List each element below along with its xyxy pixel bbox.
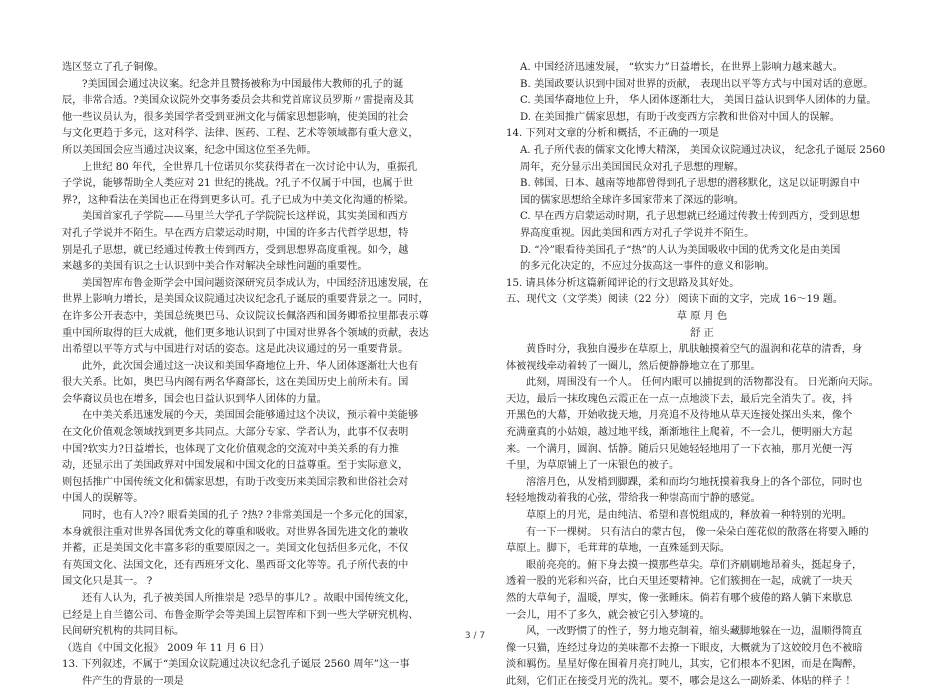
left-column bbox=[62, 60, 452, 691]
question-line: 15. 请具体分析这篇新闻评论的行文思路及其好处。 bbox=[506, 277, 740, 289]
right-column bbox=[506, 60, 898, 691]
text-line: 界?，这种看法在美国也正在得到更多认可。孔子已成为中美文化沟通的桥梁。 bbox=[62, 194, 414, 206]
text-line: D. 在美国推广儒家思想，有助于改变西方宗教和世俗对中国人的误解。 bbox=[520, 111, 840, 123]
text-line: 透着一股的光彩和兴奋，比白天里还要精神。它们簇拥在一起，成就了一块天 bbox=[506, 576, 853, 588]
text-line: 轻轻地拨动着我的心弦，带给我一种崇高而宁静的感觉。 bbox=[506, 493, 761, 505]
text-line: 辰，非常合适。?美国众议院外交事务委员会共和党首席议员罗斯〃雷提南及其 bbox=[62, 95, 414, 107]
text-line: 开黑色的大幕，开始收拢天地，月亮追不及待地从草天连接处探出头来，像个 bbox=[506, 410, 853, 422]
text-line: 所以美国国会应当通过决议案，纪念中国这位至圣先师。 bbox=[62, 144, 317, 156]
text-line: 上世纪 80 年代，全世界几十位诺贝尔奖获得者在一次讨论中认为，重振孔 bbox=[82, 161, 418, 173]
text-line: 世界上影响力增长，是美国众议院通过决议纪念孔子诞辰的重要背景之一。同时， bbox=[62, 294, 429, 306]
text-line: 此外，此次国会通过这一决议和美国华裔地位上升、华人团体逐渐壮大也有 bbox=[82, 360, 419, 372]
text-line: 充满童真的小姑娘，越过地平线，渐渐地往上爬着，不一会儿，便明丽大方起 bbox=[506, 427, 853, 439]
text-line: 中国人的误解等。 bbox=[62, 493, 144, 505]
text-line: 本身就很注重对世界各国优秀文化的尊重和吸收。对世界各国先进文化的兼收 bbox=[62, 526, 409, 538]
text-line: 出希望以平等方式与中国进行对话的姿态。这是此决议通过的另一重要背景。 bbox=[62, 344, 409, 356]
text-line: 同时，也有人?冷? 眼看美国的孔子 ?热? ?非常美国是一个多元化的国家， bbox=[82, 510, 415, 522]
text-line: 选区竖立了孔子铜像。 bbox=[62, 62, 164, 73]
text-line: 草 原 月 色 bbox=[676, 310, 728, 322]
text-line: 美国首家孔子学院——马里兰大学孔子学院院长这样说，其实美国和西方 bbox=[82, 211, 408, 223]
text-line: 美国智库布鲁金斯学会中国问题资深研究员李成认为，中国经济迅速发展，在 bbox=[82, 277, 429, 289]
text-line: 中国?软实力?日益增长，也体现了文化价值观念的交流对中美关系的有力推 bbox=[62, 443, 399, 455]
text-line: 千里，为草原铺上了一床银色的被子。 bbox=[506, 460, 680, 472]
text-line: 黄昏时分，我独自漫步在草原上，肌肤触摸着空气的温润和花草的清香，身 bbox=[526, 344, 863, 356]
text-line: 有英国文化、法国文化，还有西班牙文化、墨西哥文化等等。孔子所代表的中 bbox=[62, 559, 409, 571]
text-line: 国文化只是其一。 ? bbox=[62, 576, 153, 588]
text-line: 溶溶月色，从发梢到脚踝，柔和而均匀地抚摸着我身上的各个部位，同时也 bbox=[526, 476, 863, 488]
text-line: （选自《中国文化报》 2009 年 11 月 6 日） bbox=[62, 642, 270, 654]
text-line: 然的大草甸子，温暖，厚实，像一张睡床。倘若有哪个疲倦的路人躺下来歇息 bbox=[506, 593, 853, 604]
text-line: 草原上的月光，是由纯洁、希望和喜悦组成的，释放着一种特别的光明。 bbox=[526, 510, 852, 522]
text-line: 会华裔议员也在增多，国会也日益认识到华人团体的力量。 bbox=[62, 393, 327, 405]
text-line: D. “冷”眼看待美国孔子“热”的人认为美国吸收中国的优秀文化是由美国 bbox=[520, 244, 841, 256]
text-line: 他一些议员认为，很多美国学者受到亚洲文化与儒家思想影响，使美国的社会 bbox=[62, 111, 409, 123]
text-line: 在中美关系迅速发展的今天，美国国会能够通过这个决议，预示着中美能够 bbox=[82, 410, 419, 422]
question-line: 13. 下列叙述，不属于“美国众议院通过决议纪念孔子诞辰 2560 周年”这一事 bbox=[62, 659, 410, 671]
text-line: B. 美国政要认识到中国对世界的贡献， 表现出以平等方式与中国对话的意愿。 bbox=[520, 78, 874, 90]
text-line: 对孔子学说并不陌生。早在西方启蒙运动时期，中国的许多古代哲学思想，特 bbox=[62, 227, 409, 239]
text-line: 体被视线牵动着转了一圈儿，然后便静静地立在了那里。 bbox=[506, 360, 761, 372]
text-line: A. 孔子所代表的儒家文化博大精深， 美国众议院通过决议， 纪念孔子诞辰 2560 bbox=[520, 144, 886, 156]
text-line: 已经是上自兰德公司、布鲁金斯学会等美国上层智库和下到一些大学研究机构、 bbox=[62, 609, 419, 621]
text-line: 子学说，能够帮助全人类应对 21 世纪的挑战。?孔子不仅属于中国，也属于世 bbox=[62, 178, 413, 190]
text-line: 来。一个满月，圆润、恬静。随后只见她轻轻地用了一下衣袖，那月光便一泻 bbox=[506, 443, 853, 455]
text-line: 在文化价值观念领域找到更多共同点。大部分专家、学者认为，此事不仅表明 bbox=[62, 427, 409, 439]
text-line: 还有人认为，孔子被美国人所推崇是 ?恐旱的事儿? 。故眼中国传统文化， bbox=[82, 593, 416, 604]
text-line: 眼前亮亮的。俯下身去摸一摸那些草尖。草们齐刷刷地昂着头，挺起身子， bbox=[526, 559, 863, 571]
text-line: 重中国所取得的巨大成就，他们更多地认识到了中国对世界各个领域的贡献，表达 bbox=[62, 327, 429, 339]
page-number: 3 / 7 bbox=[464, 631, 486, 641]
text-line: 此刻，周围没有一个人。 任何内眼可以捕捉到的活物都没有。 日光渐向天际。 bbox=[526, 377, 879, 389]
question-line: 14. 下列对文章的分析和概括，不正确的一项是 bbox=[506, 128, 720, 140]
text-line: 很大关系。比如，奥巴马内阁有两名华裔部长，这在美国历史上前所未有。国 bbox=[62, 377, 409, 389]
text-line: 的多元化决定的，不应过分拔高这一事件的意义和影响。 bbox=[520, 261, 775, 273]
text-line: A. 中国经济迅速发展， “软实力”日益增长，在世界上影响力越来越大。 bbox=[520, 62, 843, 73]
text-line: 草原上。脚下，毛茸茸的草地，一直殊延到天际。 bbox=[506, 543, 731, 555]
text-line: 一会儿，用不了多久，就会被它引入梦境的。 bbox=[506, 609, 710, 621]
text-line: 风，一改野惯了的性子，努力地克制着，缩头藏脚地躲在一边，温顺得简直 bbox=[526, 626, 863, 638]
text-line: 五、现代文（文学类）阅读（22 分） 阅读下面的文字，完成 16～19 题。 bbox=[506, 294, 844, 306]
text-line: 则包括推广中国传统文化和儒家思想，有助于改变历来美国宗教和世俗社会对 bbox=[62, 476, 409, 488]
text-line: 并蓄，正是美国文化丰富多彩的重要原因之一。美国文化包括但多元化，不仅 bbox=[62, 543, 409, 555]
text-line: 别是孔子思想，就已经通过传教士传到西方，受到思想界高度重视。如今，越 bbox=[62, 244, 409, 256]
text-line: 动，还显示出了美国政界对中国发展和中国文化的日益尊重。至于实际意义， bbox=[62, 460, 409, 472]
text-line: 民间研究机构的共同目标。 bbox=[62, 626, 185, 638]
text-line: C. 早在西方启蒙运动时期，孔子思想就已经通过传教士传到西方，受到思想 bbox=[520, 211, 860, 223]
text-line: 像一只猫，连经过身边的美味都不去撩一下眼皮，大概就为了这姣皎月色不被暗 bbox=[506, 642, 863, 654]
text-line: 国的儒家思想给全球许多国家带来了深远的影响。 bbox=[520, 194, 745, 206]
text-line: 舒 正 bbox=[690, 327, 714, 339]
text-line: 来越多的美国有识之士认识到中美合作对解决全球性问题的重要性。 bbox=[62, 261, 368, 273]
text-line: 件产生的背景的一项是 bbox=[82, 675, 184, 687]
text-line: B. 韩国、日本、越南等地都曾得到孔子思想的潜移默化，这足以证明源自中 bbox=[520, 178, 860, 190]
text-line: 天边，最后一抹玫瑰色云霞正在一点一点地淡下去，最后完全消失了。夜，抖 bbox=[506, 393, 853, 405]
text-line: 与文化更趋于多元，这对科学、法律、医药、工程、艺术等领域都有重大意义， bbox=[62, 128, 419, 140]
text-line: 界高度重视。因此美国和西方对孔子学说并不陌生。 bbox=[520, 227, 755, 239]
text-line: 在许多公开表态中，美国总统奥巴马、众议院议长佩洛西和国务卿希拉里都表示尊 bbox=[62, 310, 429, 322]
text-line: 此刻，它们正在接受月光的洗礼。要不，哪会是这么一副娇柔、体贴的样子 ！ bbox=[506, 675, 856, 687]
text-line: ?美国国会通过决议案。纪念并且赞扬被称为中国最伟大教师的孔子的诞 bbox=[82, 78, 404, 90]
text-line: C. 美国华裔地位上升， 华人团体逐渐壮大， 美国日益认识到华人团体的力量。 bbox=[520, 95, 877, 107]
text-line: 有一下一棵树。 只有洁白的蒙古包， 像一朵朵白莲花似的散落在将要入睡的 bbox=[526, 526, 869, 538]
text-line: 周年，充分显示出美国国民众对孔子思想的理解。 bbox=[520, 161, 745, 173]
text-line: 淡和羁伤。星星好像在围着月亮打盹儿，其实，它们根本不犯困，而是在陶醉， bbox=[506, 659, 863, 671]
